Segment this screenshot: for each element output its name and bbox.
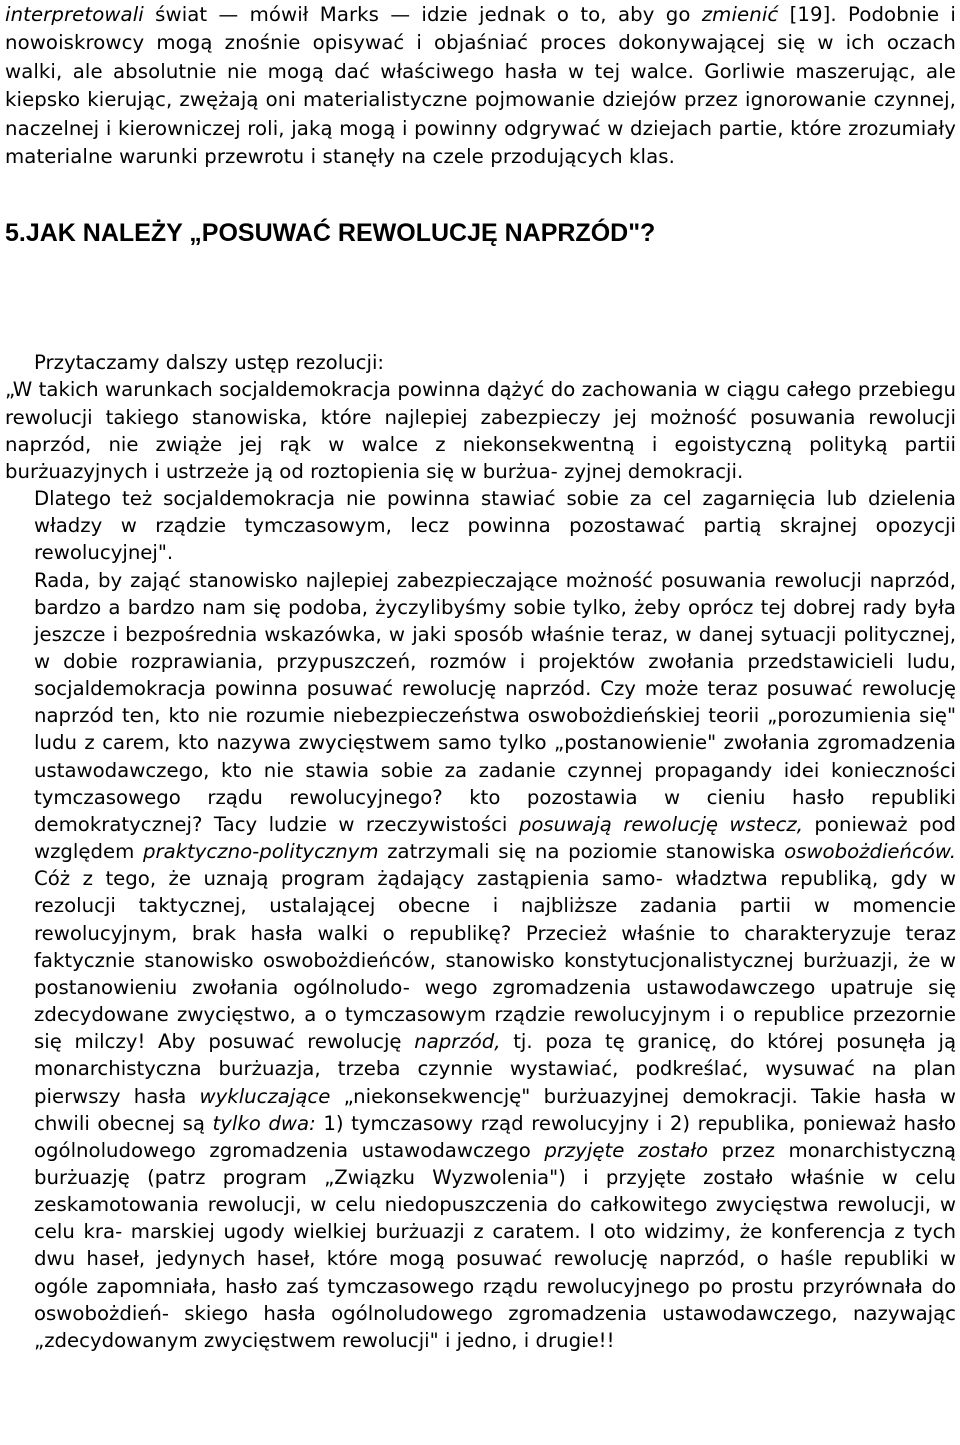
body-text bbox=[5, 376, 956, 1354]
main-italic-2: praktyczno-politycznym bbox=[143, 840, 379, 864]
intro-text-2: [19]. Podobnie i nowoiskrowcy mogą znośnie opisywać i objaśniać proces dokonywającej się w ich oczach walki, ale absolutnie nie mogą dać właściwego hasła w tej walce. Gorliwie maszerując, ale kiepsko kierując, zwężają oni materialistyczne pojmowanie dziejów przez ignorowanie czynnej, naczelnej i kierowniczej roli, jaką mogą i powinny odgrywać w dziejach partie, które zrozumiały materialne warunki przewrotu i stanęły na czele przodujących klas. bbox=[5, 3, 957, 169]
main-text-1: Rada, by zająć stanowisko najlepiej zabezpieczające możność posuwania rewolucji naprzód, bardzo a bardzo nam się podoba, życzylibyśmy sobie tylko, żeby oprócz tej dobrej rady była jeszcze i bezpośrednia wskazówka, w jaki sposób właśnie teraz, w danej sytuacji politycznej, w dobie rozprawiania, przypuszczeń, rozmów i projektów zwołania przedstawicieli ludu, socjaldemokracja powinna posuwać rewolucję naprzód. Czy może teraz posuwać rewolucję naprzód ten, kto nie rozumie niebezpieczeństwa oswobożdieńskiej teorii „porozumienia się" ludu z carem, kto nazywa zwycięstwem samo tylko „postanowienie" zwołania zgromadzenia ustawodawczego, kto nie stawia sobie za zadanie czynnej propagandy idei konieczności tymczasowego rządu rewolucyjnego? kto pozostawia w cieniu hasło republiki demokratycznej? Tacy ludzie w rzeczywistości bbox=[34, 568, 956, 836]
intro-italic-interpretowali: interpretowali bbox=[5, 3, 144, 26]
main-text-4: Cóż z tego, że uznają program żądający zastąpienia samo- władztwa republiką, gdy w rezolucji taktycznej, ustalającej obecne i najbliższe zadania partii w momencie rewolucyjnym, brak hasła walki o republikę? Przecież właśnie to charakteryzuje teraz faktycznie stanowisko oswobożdieńców, stanowisko konstytucjonalistycznej burżuazji, że w postanowieniu zwołania ogólnoludo- wego zgromadzenia ustawodawczego upatruje się zdecydowane zwycięstwo, a o tymczasowym rządzie rewolucyjnym i o republice przezornie się milczy! Aby posuwać rewolucję bbox=[34, 867, 956, 1054]
main-text-5: tj. poza tę granicę, do której posunęła ją monarchistyczna burżuazja, trzeba czynnie wystawiać, podkreślać, wysuwać na plan pierwszy hasła bbox=[34, 1030, 957, 1108]
main-italic-4: naprzód, bbox=[414, 1030, 501, 1054]
main-italic-1: posuwają rewolucję wstecz, bbox=[518, 812, 803, 836]
main-paragraph bbox=[5, 567, 956, 1355]
main-text-2: ponieważ pod względem bbox=[34, 812, 956, 864]
main-text-6: „niekonsekwencję" burżuazyjnej demokracji. Takie hasła w chwili obecnej są bbox=[34, 1084, 956, 1135]
quote-paragraph-1: „W takich warunkach socjaldemokracja powinna dążyć do zachowania w ciągu całego przebiegu rewolucji takiego stanowiska, które najlepiej zabezpieczy jej możność posuwania rewolucji naprzód, nie zwiąże jej rąk w walce z niekonsekwentną i egoistyczną polityką partii burżuazyjnych i ustrzeże ją od roztopienia się w burżua- zyjnej demokracji. bbox=[5, 378, 956, 483]
main-text-8: przez monarchistyczną burżuazję (patrz program „Związku Wyzwolenia") i przyjęte zostało właśnie w celu zeskamotowania rewolucji, w celu niedopuszczenia do całkowitego zwycięstwa rewolucji, w celu kra- marskiej ugody wielkiej burżuazji z caratem. I oto widzimy, że konferencja z tych dwu haseł, jedynych haseł, które mogą posuwać rewolucję naprzód, o haśle republiki w ogóle zapomniała, hasło zaś tymczasowego rządu rewolucyjnego po prostu przyrównała do oswobożdień- skiego hasła ogólnoludowego zgromadzenia ustawodawczego, nazywając „zdecydowanym zwycięstwem rewolucji" i jedno, i drugie!! bbox=[34, 1138, 956, 1352]
quote-intro: Przytaczamy dalszy ustęp rezolucji: bbox=[34, 351, 385, 375]
main-italic-7: przyjęte zostało bbox=[544, 1138, 708, 1162]
intro-text-1: świat — mówił Marks — idzie jednak o to, aby go bbox=[143, 3, 702, 26]
main-italic-6: tylko dwa: bbox=[212, 1111, 316, 1135]
main-text-7: 1) tymczasowy rząd rewolucyjny i 2) republika, ponieważ hasło ogólnoludowego zgromadzenia ustawodawczego bbox=[34, 1111, 956, 1162]
document-page bbox=[0, 1, 960, 1445]
intro-italic-zmienic: zmienić bbox=[701, 3, 779, 26]
main-italic-5: wykluczające bbox=[199, 1084, 331, 1108]
main-italic-3: oswobożdieńców. bbox=[784, 840, 956, 864]
quote-paragraph-2: Dlatego też socjaldemokracja nie powinna stawiać sobie za cel zagarnięcia lub dzielenia władzy w rządzie tymczasowym, lecz powinna pozostawać partią skrajnej opozycji rewolucyjnej". bbox=[34, 487, 956, 565]
intro-paragraph bbox=[5, 1, 956, 171]
main-text-3: zatrzymali się na poziomie stanowiska bbox=[378, 840, 785, 864]
section-heading: 5.JAK NALEŻY „POSUWAĆ REWOLUCJĘ NAPRZÓD"? bbox=[5, 219, 656, 248]
